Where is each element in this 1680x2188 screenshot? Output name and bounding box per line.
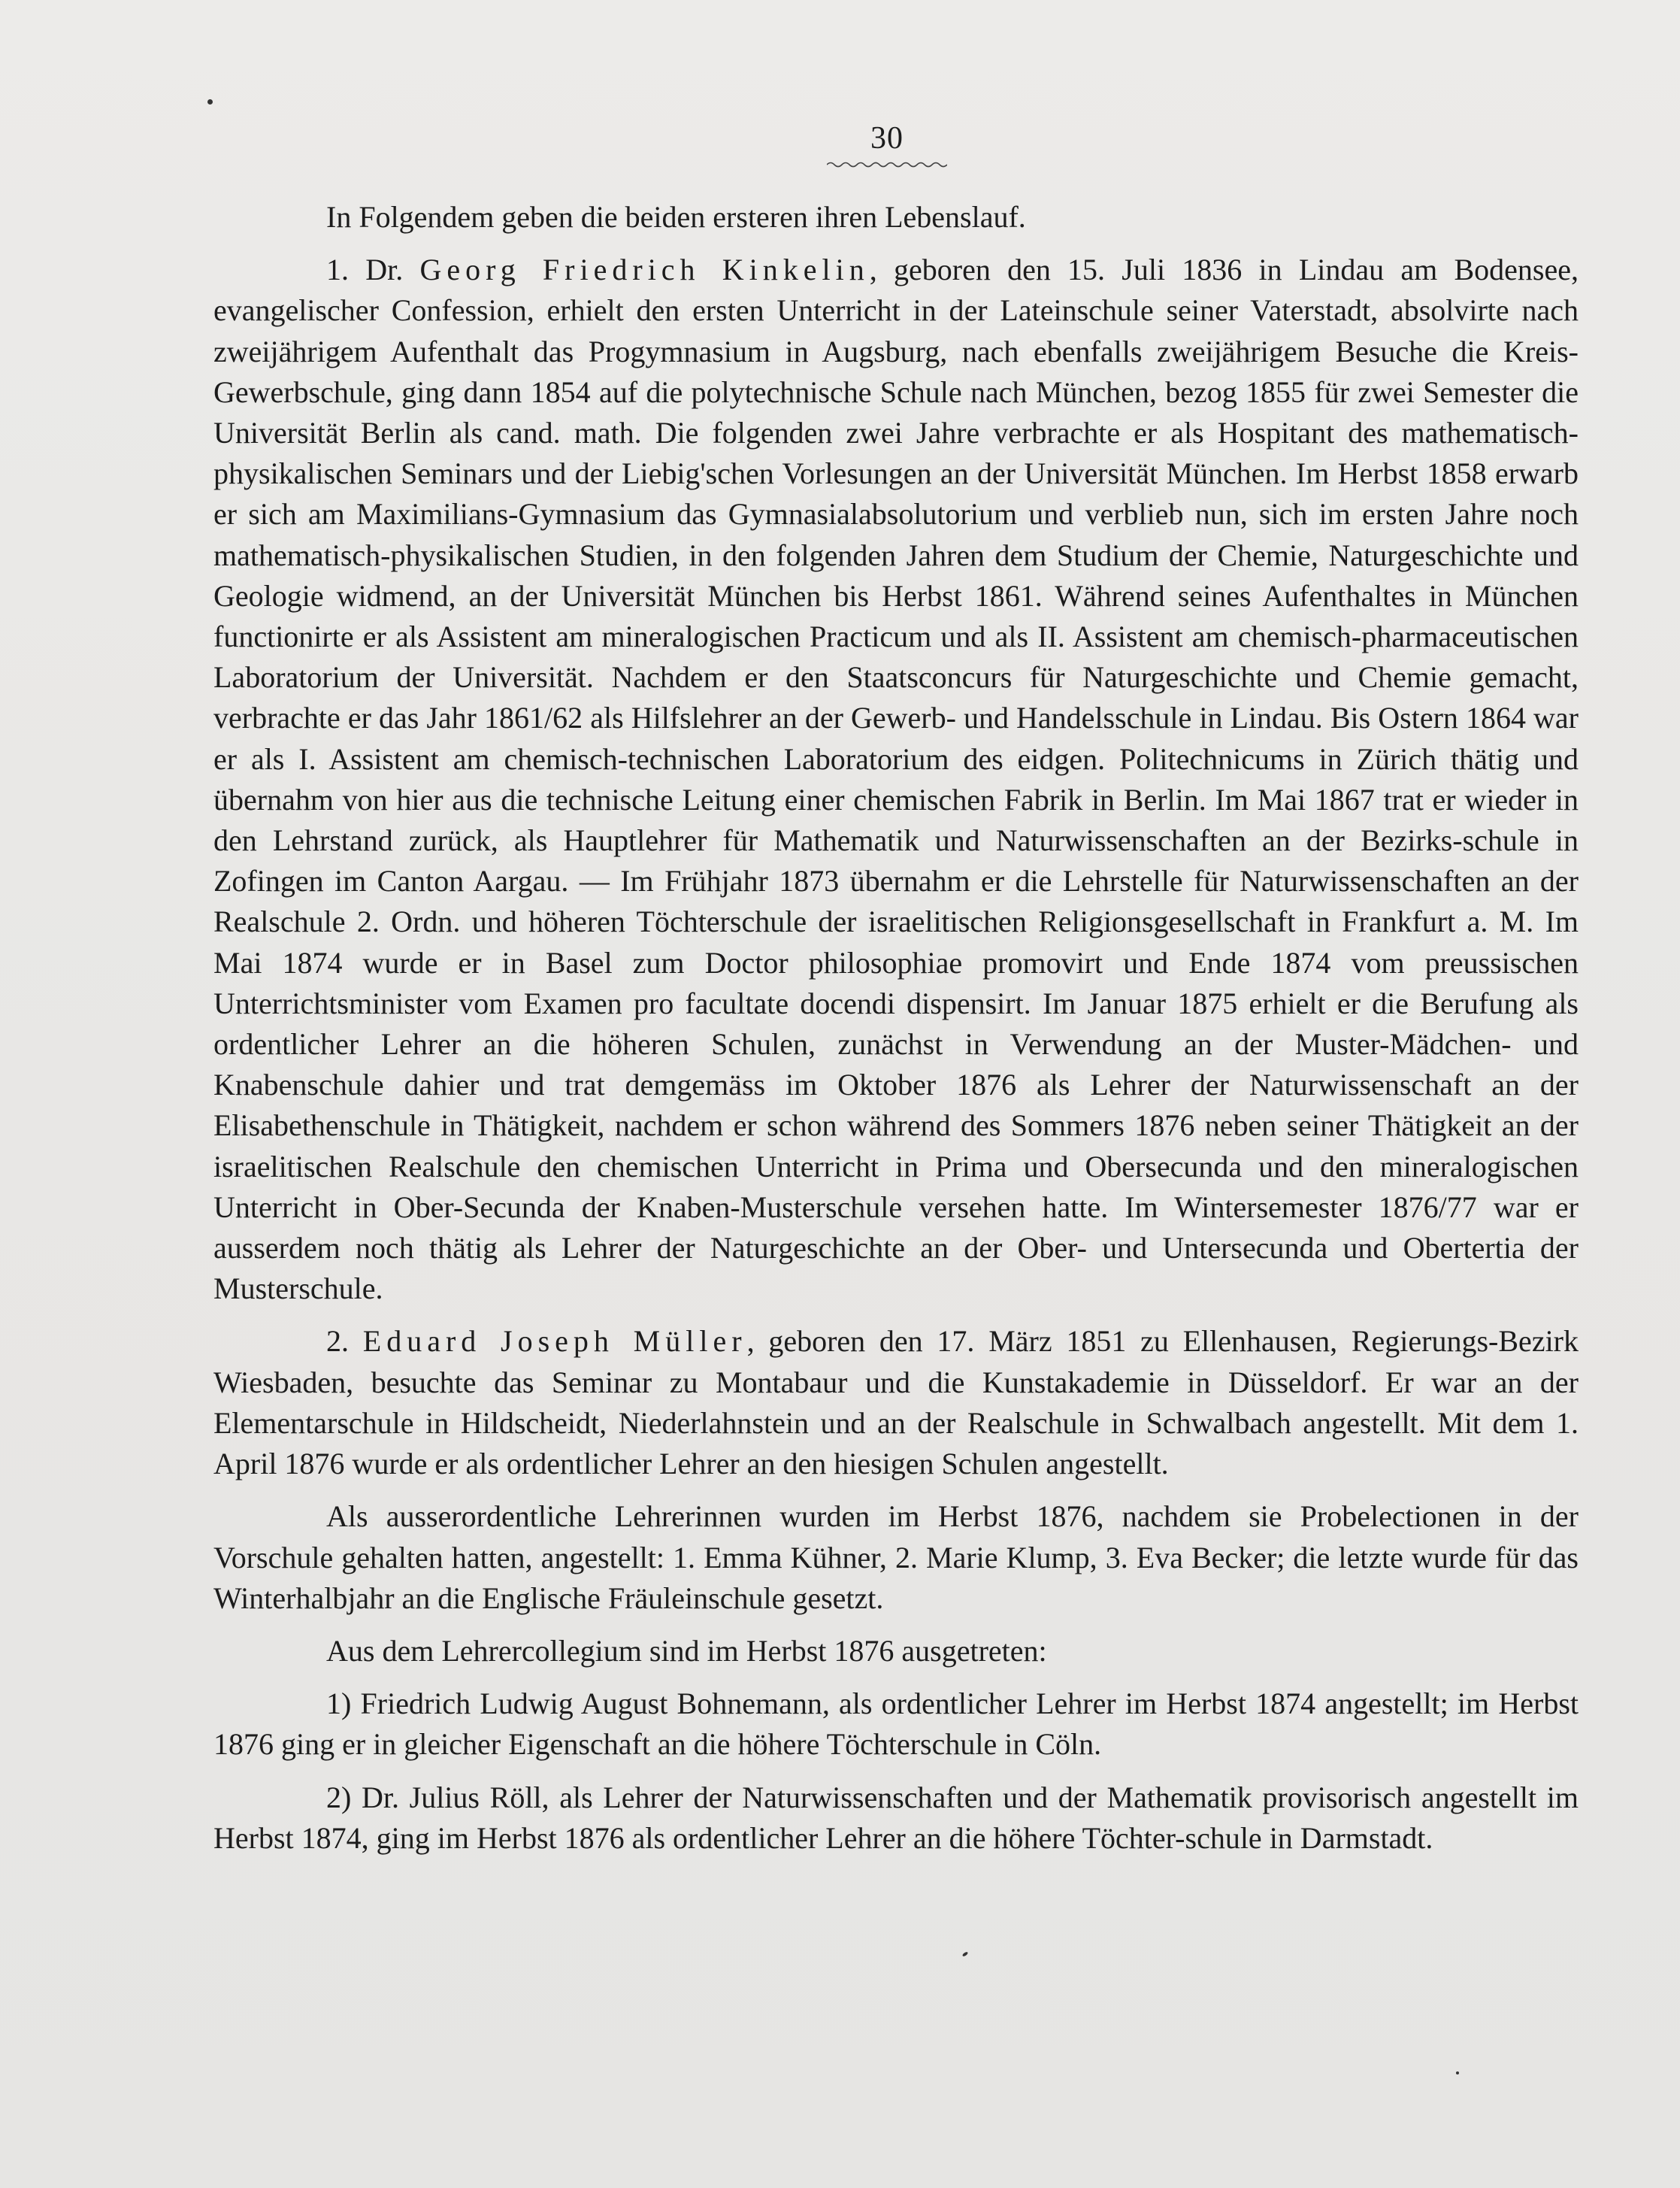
biography-kinkelin xyxy=(213,250,1579,1309)
page-number-ornament xyxy=(827,161,947,168)
main-text xyxy=(213,197,1579,1871)
biography-text: , geboren den 15. Juli 1836 in Lindau am Bodensee, evangelischer Confession, erhielt den ersten Unterricht in der Lateinschule seiner Vaterstadt, absolvirte nach zweijährigem Aufenthalt das Progymnasium in Augsburg, nach ebenfalls zweijährigem Besuche die Kreis-Gewerbschule, ging dann 1854 auf die polytechnische Schule nach München, bezog 1855 für zwei Semester die Universität Berlin als cand. math. Die folgenden zwei Jahre verbrachte er als Hospitant des mathematisch-physikalischen Seminars und der Liebig'schen Vorlesungen an der Universität München. Im Herbst 1858 erwarb er sich am Maximilians-Gymnasium das Gymnasialabsolutorium und verblieb nun, sich im ersten Jahre noch mathematisch-physikalischen Studien, in den folgenden Jahren dem Studium der Chemie, Naturgeschichte und Geologie widmend, an der Universität München bis Herbst 1861. Während seines Aufenthaltes in München functionirte er als Assistent am mineralogischen Practicum und als II. Assistent am chemisch-pharmaceutischen Laboratorium der Universität. Nachdem er den Staatsconcurs für Naturgeschichte und Chemie gemacht, verbrachte er das Jahr 1861/62 als Hilfslehrer an der Gewerb- und Handelsschule in Lindau. Bis Ostern 1864 war er als I. Assistent am chemisch-technischen Laboratorium des eidgen. Politechnicums in Zürich thätig und übernahm von hier aus die technische Leitung einer chemischen Fabrik in Berlin. Im Mai 1867 trat er wieder in den Lehrstand zurück, als Hauptlehrer für Mathematik und Naturwissenschaften an der Bezirks-schule in Zofingen im Canton Aargau. — Im Frühjahr 1873 übernahm er die Lehrstelle für Naturwissenschaften an der Realschule 2. Ordn. und höheren Töchterschule der israelitischen Religionsgesellschaft in Frankfurt a. M. Im Mai 1874 wurde er in Basel zum Doctor philosophiae promovirt und Ende 1874 vom preussischen Unterrichtsminister vom Examen pro facultate docendi dispensirt. Im Januar 1875 erhielt er die Berufung als ordentlicher Lehrer an die höheren Schulen, zunächst in Verwendung an der Muster-Mädchen- und Knabenschule dahier und trat demgemäss im Oktober 1876 als Lehrer der Naturwissenschaft an der Elisabethenschule in Thätigkeit, nachdem er schon während des Sommers 1876 neben seiner Thätigkeit an der israelitischen Realschule den chemischen Unterricht in Prima und Obersecunda und den mineralogischen Unterricht in Ober-Secunda der Knaben-Musterschule versehen hatte. Im Wintersemester 1876/77 war er ausserdem noch thätig als Lehrer der Naturgeschichte an der Ober- und Untersecunda und Obertertia der Musterschule. xyxy=(213,253,1579,1306)
entry-prefix: 1. Dr. xyxy=(326,253,420,287)
scan-speck xyxy=(1456,2071,1459,2074)
biography-mueller xyxy=(213,1321,1579,1484)
departures-heading: Aus dem Lehrercollegium sind im Herbst 1876 ausgetreten: xyxy=(326,1633,1047,1668)
departure-item: 2) Dr. Julius Röll, als Lehrer der Naturwissenschaften und der Mathematik provisorisch angestellt im Herbst 1874, ging im Herbst 1876 als ordentlicher Lehrer an die höhere Töchter-schule in Darmstadt. xyxy=(213,1780,1579,1855)
departure-item: 1) Friedrich Ludwig August Bohnemann, als ordentlicher Lehrer im Herbst 1874 angestellt; im Herbst 1876 ging er in gleicher Eigenschaft an die höhere Töchterschule in Cöln. xyxy=(213,1686,1579,1762)
biography-text: , geboren den 17. März 1851 zu Ellenhausen, Regierungs-Bezirk Wiesbaden, besuchte das Seminar zu Montabaur und die Kunstakademie in Düsseldorf. Er war an der Elementarschule in Hildscheidt, Niederlahnstein und an der Realschule in Schwalbach angestellt. Mit dem 1. April 1876 wurde er als ordentlicher Lehrer an den hiesigen Schulen angestellt. xyxy=(213,1324,1579,1481)
scan-speck xyxy=(962,1951,969,1957)
person-name: Eduard Joseph Müller xyxy=(362,1324,747,1359)
teachers-paragraph: Als ausserordentliche Lehrerinnen wurden im Herbst 1876, nachdem sie Probelectionen in der Vorschule gehalten hatten, angestellt: 1. Emma Kühner, 2. Marie Klump, 3. Eva Becker; die letzte wurde für das Winterhalbjahr an die Englische Fräuleinschule gesetzt. xyxy=(213,1499,1579,1615)
intro-paragraph: In Folgendem geben die beiden ersteren ihren Lebenslauf. xyxy=(326,200,1026,234)
page-number: 30 xyxy=(870,121,904,156)
person-name: Georg Friedrich Kinkelin xyxy=(419,253,870,287)
scan-speck xyxy=(207,99,213,105)
entry-prefix: 2. xyxy=(326,1324,363,1359)
